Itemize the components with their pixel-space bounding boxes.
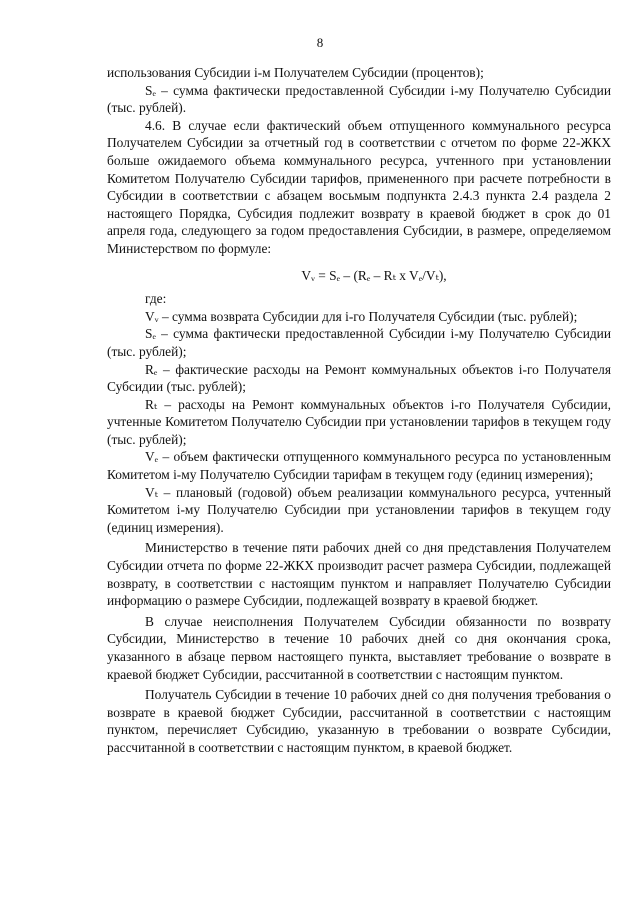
definition-vv: Vᵥ – сумма возврата Субсидии для i-го Получателя Субсидии (тыс. рублей); bbox=[145, 308, 578, 324]
where-label: где: bbox=[145, 291, 167, 307]
document-body bbox=[107, 64, 611, 757]
paragraph-4-6: 4.6. В случае если фактический объем отпущенного коммунального ресурса Получателем Субсидии за отчетный год в соответствии с отчетом по форме 22-ЖКХ больше ожидаемого объема коммунального ресурса, учтенного при установлении Комитетом Получателю Субсидии тарифов, примененного при расчете потребности в Субсидии в соответствии с абзацем восьмым подпункта 2.4.3 пункта 2.4 раздела 2 настоящего Порядка, Субсидия подлежит возврату в краевой бюджет в срок до 01 апреля года, следующего за годом предоставления Субсидии, в размере, определяемом Министерством по формуле: bbox=[107, 117, 611, 256]
page-number: 8 bbox=[316, 35, 324, 50]
definition-sf: Sₑ – сумма фактически предоставленной Субсидии i-му Получателю Субсидии (тыс. рублей); bbox=[107, 326, 611, 359]
paragraph-ministry-calculation: Министерство в течение пяти рабочих дней со дня представления Получателем Субсидии отчета по форме 22-ЖКХ производит расчет размера Субсидии, подлежащей возврату, в соответствии с настоящим пунктом и направляет Получателю Субсидии информацию о размере Субсидии, подлежащей возврату в краевой бюджет. bbox=[107, 540, 611, 609]
paragraph-continuation: использования Субсидии i-м Получателем Субсидии (процентов); bbox=[107, 65, 484, 80]
paragraph-recipient-transfer: Получатель Субсидии в течение 10 рабочих дней со дня получения требования о возврате в краевой бюджет Субсидии, рассчитанной в соответствии с настоящим пунктом, перечисляет Субсидию, указанную в требовании о возврате Субсидии, рассчитанной в соответствии с настоящим пунктом, в краевой бюджет. bbox=[107, 687, 611, 755]
paragraph-non-fulfillment: В случае неисполнения Получателем Субсидии обязанности по возврату Субсидии, Министерство в течение 10 рабочих дней со дня окончания срока, указанного в абзаце первом настоящего пункта, выставляет требование о возврате в краевой бюджет Субсидии, рассчитанной в соответствии с настоящим пунктом. bbox=[107, 613, 611, 682]
paragraph-sf-definition: Sₑ – сумма фактически предоставленной Субсидии i-му Получателю Субсидии (тыс. рублей). bbox=[107, 82, 611, 116]
definition-rf: Rₑ – фактические расходы на Ремонт коммунальных объектов i-го Получателя Субсидии (тыс. рублей); bbox=[107, 361, 611, 395]
return-formula: Vᵥ = Sₑ – (Rₑ – Rₜ x Vₑ/Vₜ), bbox=[301, 267, 447, 283]
definition-vt: Vₜ – плановый (годовой) объем реализации коммунального ресурса, учтенный Комитетом i-му Получателю Субсидии при установлении тарифов в текущем году (единиц измерения). bbox=[107, 484, 611, 535]
definition-rt: Rₜ – расходы на Ремонт коммунальных объектов i-го Получателя Субсидии, учтенные Комитетом Получателю Субсидии при установлении тарифов в текущем году (тыс. рублей); bbox=[107, 396, 611, 447]
definition-vf: Vₑ – объем фактически отпущенного коммунального ресурса по установленным Комитетом i-му Получателю Субсидии тарифам в текущем году (единиц измерения); bbox=[107, 449, 611, 483]
